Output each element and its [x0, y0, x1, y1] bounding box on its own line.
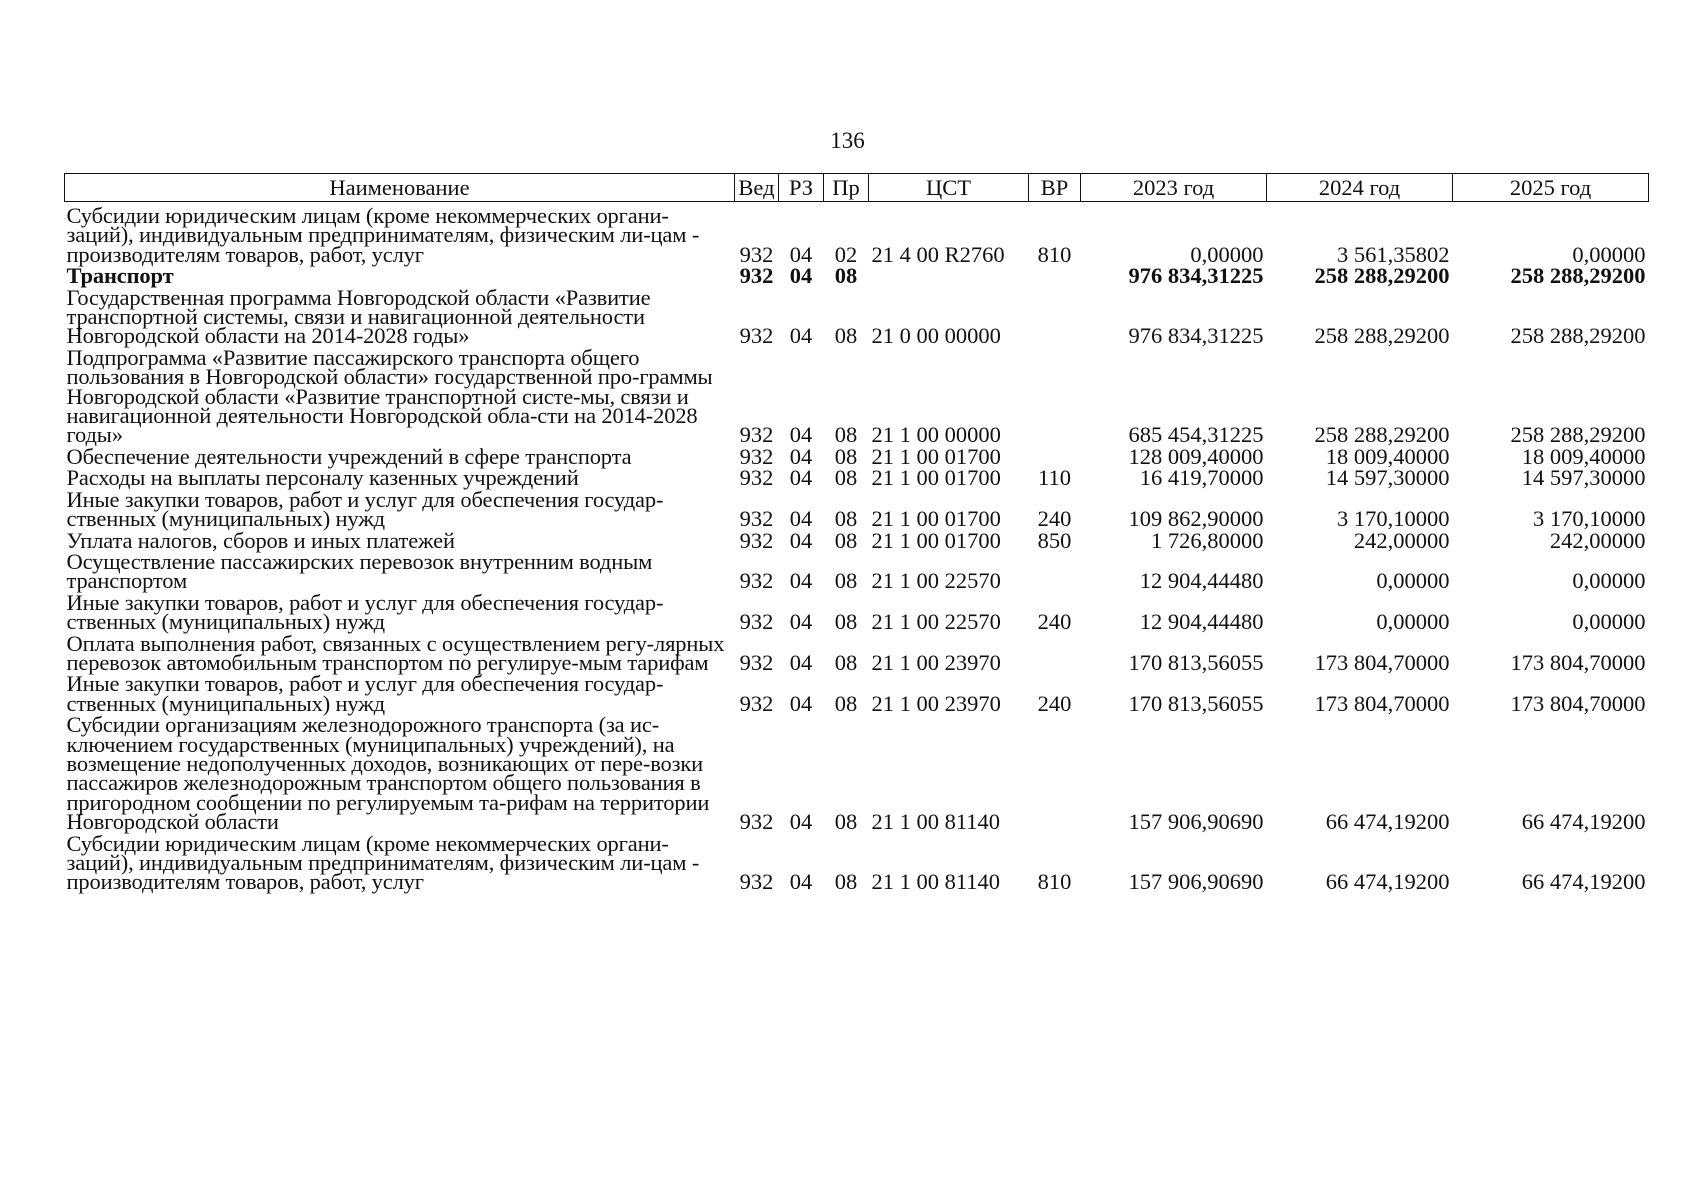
row-amount-2025: 0,00000 — [1572, 609, 1646, 635]
row-vr — [1029, 552, 1081, 593]
header-name: Наименование — [65, 174, 735, 202]
row-vr — [1029, 288, 1081, 348]
row-ved: 932 — [739, 422, 774, 448]
row-amount-2023: 128 009,40000 — [1128, 443, 1264, 469]
row-cst: 21 4 00 R2760 — [871, 241, 1005, 267]
row-amount-2024: 173 804,70000 — [1314, 690, 1450, 716]
row-amount-2023: 0,00000 — [1190, 241, 1264, 267]
row-amount-2024: 18 009,40000 — [1325, 443, 1450, 469]
row-amount-2024: 0,00000 — [1376, 609, 1450, 635]
row-amount-2023: 170 813,56055 — [1128, 649, 1264, 675]
header-2024: 2024 год — [1267, 174, 1453, 202]
header-2025: 2025 год — [1453, 174, 1649, 202]
row-amount-2023: 16 419,70000 — [1139, 465, 1264, 491]
row-pr: 08 — [834, 609, 858, 635]
row-name: Государственная программа Новгородской области «Развитие транспортной системы, связи и навигационной деятельности Новгородской области на 2014-2028 годы» — [66, 284, 651, 349]
row-amount-2024: 242,00000 — [1353, 527, 1450, 553]
row-rz: 04 — [789, 649, 813, 675]
row-ved: 932 — [739, 527, 774, 553]
row-amount-2023: 976 834,31225 — [1128, 263, 1264, 289]
row-vr: 850 — [1037, 527, 1072, 553]
header-vr: ВР — [1029, 174, 1081, 202]
row-amount-2024: 66 474,19200 — [1325, 809, 1450, 835]
header-2023: 2023 год — [1081, 174, 1267, 202]
row-amount-2023: 109 862,90000 — [1128, 506, 1264, 532]
row-amount-2023: 1 726,80000 — [1151, 527, 1264, 553]
row-vr: 240 — [1037, 506, 1072, 532]
row-rz: 04 — [789, 323, 813, 349]
row-cst: 21 1 00 23970 — [871, 690, 1001, 716]
table-row — [65, 593, 1649, 634]
row-pr: 08 — [834, 323, 858, 349]
row-amount-2025: 66 474,19200 — [1521, 809, 1646, 835]
row-amount-2023: 157 906,90690 — [1128, 809, 1264, 835]
header-cst: ЦСТ — [869, 174, 1029, 202]
row-vr — [1029, 348, 1081, 447]
row-ved: 932 — [739, 568, 774, 594]
header-pr: Пр — [824, 174, 869, 202]
row-amount-2025: 0,00000 — [1572, 241, 1646, 267]
row-name: Расходы на выплаты персоналу казенных учреждений — [66, 465, 579, 491]
row-cst: 21 1 00 23970 — [871, 649, 1001, 675]
row-name: Субсидии юридическим лицам (кроме некоммерческих органи-заций), индивидуальным предпринимателям, физическим ли-цам - производителям товаров, работ, услуг — [66, 830, 700, 895]
row-cst: 21 1 00 00000 — [871, 422, 1001, 448]
row-ved: 932 — [739, 809, 774, 835]
table-row — [65, 834, 1649, 894]
row-cst: 21 1 00 81140 — [871, 869, 1001, 895]
table-header-row — [65, 174, 1649, 202]
row-amount-2025: 258 288,29200 — [1510, 263, 1646, 289]
row-vr: 810 — [1037, 241, 1072, 267]
row-vr: 110 — [1038, 465, 1071, 491]
row-amount-2025: 242,00000 — [1549, 527, 1646, 553]
table-row — [65, 348, 1649, 447]
row-name: Осуществление пассажирских перевозок внутренним водным транспортом — [66, 548, 653, 594]
row-rz: 04 — [789, 506, 813, 532]
row-name: Обеспечение деятельности учреждений в сфере транспорта — [66, 443, 632, 469]
row-vr: 810 — [1037, 869, 1072, 895]
table-row — [65, 490, 1649, 531]
row-pr: 08 — [834, 649, 858, 675]
row-ved: 932 — [739, 690, 774, 716]
row-name: Оплата выполнения работ, связанных с осуществлением регу-лярных перевозок автомобильным транспортом по регулируе-мым тарифам — [66, 630, 725, 675]
row-amount-2023: 685 454,31225 — [1128, 422, 1264, 448]
row-vr — [1029, 266, 1081, 287]
row-cst: 21 1 00 22570 — [871, 568, 1001, 594]
row-ved: 932 — [739, 649, 774, 675]
row-amount-2023: 170 813,56055 — [1128, 690, 1264, 716]
row-amount-2024: 258 288,29200 — [1314, 263, 1450, 289]
row-amount-2025: 258 288,29200 — [1510, 323, 1646, 349]
table-body — [65, 202, 1649, 894]
row-amount-2025: 18 009,40000 — [1521, 443, 1646, 469]
row-ved: 932 — [739, 609, 774, 635]
row-amount-2025: 0,00000 — [1572, 568, 1646, 594]
row-name: Иные закупки товаров, работ и услуг для обеспечения государ-ственных (муниципальных) нужд — [66, 486, 664, 532]
row-amount-2024: 258 288,29200 — [1314, 422, 1450, 448]
row-ved: 932 — [739, 869, 774, 895]
row-cst: 21 1 00 81140 — [871, 809, 1001, 835]
table-row — [65, 715, 1649, 833]
row-rz: 04 — [789, 465, 813, 491]
row-amount-2023: 976 834,31225 — [1128, 323, 1264, 349]
row-amount-2024: 3 561,35802 — [1337, 241, 1450, 267]
row-name: Субсидии организациям железнодорожного транспорта (за ис-ключением государственных (муниципальных) учреждений), на возмещение недополученных доходов, возникающих от пере-возки пассажиров железнодорожным транспортом общего пользования в пригородном сообщении по регулируемым та-рифам на территории Новгородской области — [66, 712, 710, 835]
row-pr: 02 — [834, 241, 858, 267]
row-rz: 04 — [789, 263, 813, 289]
row-rz: 04 — [789, 422, 813, 448]
row-pr: 08 — [834, 869, 858, 895]
row-name: Уплата налогов, сборов и иных платежей — [66, 527, 455, 553]
row-pr: 08 — [834, 465, 858, 491]
row-vr — [1029, 634, 1081, 675]
row-cst: 21 1 00 01700 — [871, 506, 1001, 532]
row-rz: 04 — [789, 809, 813, 835]
row-pr: 08 — [834, 568, 858, 594]
row-pr: 08 — [834, 443, 858, 469]
row-name: Подпрограмма «Развитие пассажирского транспорта общего пользования в Новгородской области» государственной про-граммы Новгородской области «Развитие транспортной систе-мы, связи и навигационной деятельности Новгородской обла-сти на 2014-2028 годы» — [66, 344, 713, 448]
row-amount-2025: 258 288,29200 — [1510, 422, 1646, 448]
row-amount-2024: 258 288,29200 — [1314, 323, 1450, 349]
row-cst — [869, 266, 1029, 287]
budget-table — [64, 173, 1649, 894]
row-amount-2024: 3 170,10000 — [1337, 506, 1450, 532]
table-row — [65, 552, 1649, 593]
row-pr: 08 — [834, 527, 858, 553]
row-rz: 04 — [789, 690, 813, 716]
row-rz: 04 — [789, 609, 813, 635]
row-ved: 932 — [739, 465, 774, 491]
row-amount-2025: 14 597,30000 — [1521, 465, 1646, 491]
row-pr: 08 — [834, 263, 858, 289]
row-rz: 04 — [789, 443, 813, 469]
row-ved: 932 — [739, 443, 774, 469]
row-cst: 21 1 00 01700 — [871, 443, 1001, 469]
table-row — [65, 288, 1649, 348]
table-row — [65, 202, 1649, 267]
row-rz: 04 — [789, 568, 813, 594]
row-ved: 932 — [739, 263, 774, 289]
row-amount-2025: 173 804,70000 — [1510, 690, 1646, 716]
table-row — [65, 674, 1649, 715]
row-cst: 21 1 00 22570 — [871, 609, 1001, 635]
row-amount-2023: 12 904,44480 — [1139, 568, 1264, 594]
row-cst: 21 0 00 00000 — [871, 323, 1001, 349]
row-name: Транспорт — [66, 263, 174, 289]
row-amount-2024: 14 597,30000 — [1325, 465, 1450, 491]
row-vr: 240 — [1037, 609, 1072, 635]
row-rz: 04 — [789, 527, 813, 553]
row-amount-2023: 157 906,90690 — [1128, 869, 1264, 895]
row-pr: 08 — [834, 506, 858, 532]
row-vr — [1029, 715, 1081, 833]
row-amount-2025: 66 474,19200 — [1521, 869, 1646, 895]
row-amount-2025: 3 170,10000 — [1533, 506, 1646, 532]
row-cst: 21 1 00 01700 — [871, 465, 1001, 491]
row-ved: 932 — [739, 241, 774, 267]
row-amount-2023: 12 904,44480 — [1139, 609, 1264, 635]
row-rz: 04 — [789, 869, 813, 895]
row-pr: 08 — [834, 809, 858, 835]
row-name: Иные закупки товаров, работ и услуг для обеспечения государ-ственных (муниципальных) нужд — [66, 671, 664, 716]
row-ved: 932 — [739, 506, 774, 532]
row-amount-2024: 0,00000 — [1376, 568, 1450, 594]
row-pr: 08 — [834, 690, 858, 716]
page-number: 136 — [830, 128, 865, 153]
row-amount-2025: 173 804,70000 — [1510, 649, 1646, 675]
row-ved: 932 — [739, 323, 774, 349]
row-name: Иные закупки товаров, работ и услуг для обеспечения государ-ственных (муниципальных) нужд — [66, 589, 664, 635]
header-rz: РЗ — [779, 174, 824, 202]
table-row — [65, 634, 1649, 675]
row-cst: 21 1 00 01700 — [871, 527, 1001, 553]
row-pr: 08 — [834, 422, 858, 448]
row-vr: 240 — [1037, 690, 1072, 716]
row-amount-2024: 66 474,19200 — [1325, 869, 1450, 895]
header-ved: Вед — [735, 174, 779, 202]
row-amount-2024: 173 804,70000 — [1314, 649, 1450, 675]
row-name: Субсидии юридическим лицам (кроме некоммерческих органи-заций), индивидуальным предпринимателям, физическим ли-цам - производителям товаров, работ, услуг — [66, 203, 700, 267]
row-rz: 04 — [789, 241, 813, 267]
